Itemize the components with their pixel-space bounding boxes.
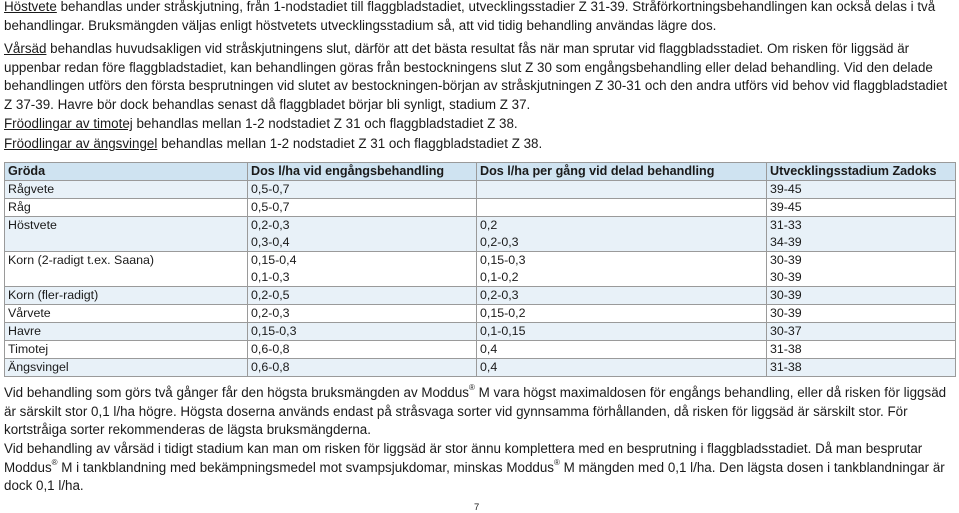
cell-stage: 30-39 30-39 <box>767 252 956 287</box>
timotej-text: behandlas mellan 1-2 nodstadiet Z 31 och flaggbladstadiet Z 38. <box>132 116 518 131</box>
angsvingel-link[interactable]: Fröodlingar av ängsvingel <box>4 136 158 151</box>
cell-single: 0,2-0,3 <box>248 305 477 323</box>
cell-crop: Havre <box>5 323 248 341</box>
split-treatment-paragraph <box>4 384 956 440</box>
cell-stage: 31-38 <box>767 341 956 359</box>
cell-split: 0,4 <box>477 359 767 377</box>
cell-stage: 31-38 <box>767 359 956 377</box>
registered-mark: ® <box>469 383 475 392</box>
header-growth-stage: Utvecklingsstadium Zadoks <box>767 163 956 181</box>
header-single-dose: Dos l/ha vid engångsbehandling <box>248 163 477 181</box>
hostvete-link[interactable]: Höstvete <box>4 0 57 14</box>
cell-single: 0,6-0,8 <box>248 341 477 359</box>
cell-single: 0,15-0,3 <box>248 323 477 341</box>
cell-stage: 39-45 <box>767 199 956 217</box>
header-split-dose: Dos l/ha per gång vid delad behandling <box>477 163 767 181</box>
cell-single: 0,6-0,8 <box>248 359 477 377</box>
cell-crop: Ängsvingel <box>5 359 248 377</box>
cell-single: 0,2-0,3 0,3-0,4 <box>248 217 477 252</box>
varsad-text: behandlas huvudsakligen vid stråskjutningens slut, därför att det bästa resultat fås när man sprutar vid flaggbladsstadiet. Om risken för liggsäd är uppenbar redan före flaggbladstadiet, kan behandlingen göras från bestockningens slut Z 30 som engångsbehandling eller delad behandling. Vid den delade behandlingen utförs den första besprutningen vid slutet av bestockningen-början av stråskjutningen Z 30-31 och den andra utförs vid behov vid flaggbladstadiet Z 37-39. Havre bör dock behandlas senast då flaggbladet börjar bli synligt, stadium Z 37. <box>4 41 948 112</box>
p6-text-b: M i tankblandning med bekämpningsmedel mot svampsjukdomar, minskas Moddus <box>57 459 554 475</box>
header-crop: Gröda <box>5 163 248 181</box>
cell-crop: Höstvete <box>5 217 248 252</box>
cell-split: 0,15-0,2 <box>477 305 767 323</box>
cell-stage: 31-33 34-39 <box>767 217 956 252</box>
p5-text-b: M vara högst maximaldosen för engångs behandling, eller då risken för liggsäd är särskilt stor 0,1 l/ha högre. Högsta doserna används endast på stråsvaga sorter vid gynnsamma förhållanden, då risken för liggsäd är särskilt stor. För kortstråiga sorter rekommenderas de lägsta bruksmängderna. <box>4 385 947 438</box>
table-row <box>5 217 956 252</box>
table-header-row <box>5 163 956 181</box>
registered-mark: ® <box>553 457 560 467</box>
table-row <box>5 199 956 217</box>
varsad-link[interactable]: Vårsäd <box>4 41 47 56</box>
cell-single: 0,5-0,7 <box>248 199 477 217</box>
table-row <box>5 252 956 287</box>
cell-split <box>477 199 767 217</box>
p6-text-a: Vid behandling av vårsäd i tidigt stadium kan man om risken för liggsäd är stor ännu komplettera med en besprutning i flaggbladsstadiet. Då man besprutar Moddus <box>4 441 923 475</box>
cell-split: 0,2 0,2-0,3 <box>477 217 767 252</box>
table-row <box>5 287 956 305</box>
cell-stage: 39-45 <box>767 181 956 199</box>
intro-paragraph-angsvingel <box>4 135 956 154</box>
angsvingel-text: behandlas mellan 1-2 nodstadiet Z 31 och flaggbladstadiet Z 38. <box>157 136 543 151</box>
cell-crop: Korn (2-radigt t.ex. Saana) <box>5 252 248 287</box>
cell-single: 0,5-0,7 <box>248 181 477 199</box>
timotej-link[interactable]: Fröodlingar av timotej <box>4 116 133 131</box>
cell-crop: Vårvete <box>5 305 248 323</box>
hostvete-text: behandlas under stråskjutning, från 1-nodstadiet till flaggbladstadiet, utvecklingsstadier Z 31-39. Stråförkortningsbehandlingen kan också delas i två behandlingar. Bruksmängden väljas enligt höstvetets utvecklingsstadium så, att vid tidig behandling användas lägre dos. <box>4 0 936 33</box>
cell-crop: Rågvete <box>5 181 248 199</box>
cell-split: 0,4 <box>477 341 767 359</box>
table-row <box>5 341 956 359</box>
dosage-table <box>4 162 956 377</box>
registered-mark: ® <box>51 457 58 467</box>
intro-paragraph-hostvete <box>4 0 956 35</box>
cell-crop: Korn (fler-radigt) <box>5 287 248 305</box>
page-number: 7 <box>474 502 480 513</box>
table-row <box>5 181 956 199</box>
table-row <box>5 305 956 323</box>
table-row <box>5 359 956 377</box>
cell-crop: Råg <box>5 199 248 217</box>
cell-split: 0,15-0,3 0,1-0,2 <box>477 252 767 287</box>
cell-stage: 30-37 <box>767 323 956 341</box>
p6-text-c: M mängden med 0,1 l/ha. Den lägsta dosen i tankblandningar är dock 0,1 l/ha. <box>4 459 945 494</box>
cell-single: 0,2-0,5 <box>248 287 477 305</box>
cell-stage: 30-39 <box>767 287 956 305</box>
cell-split: 0,1-0,15 <box>477 323 767 341</box>
cell-split: 0,2-0,3 <box>477 287 767 305</box>
cell-single: 0,15-0,4 0,1-0,3 <box>248 252 477 287</box>
tank-mix-paragraph <box>4 440 956 496</box>
intro-paragraph-timotej <box>4 115 956 134</box>
table-row <box>5 323 956 341</box>
intro-paragraph-varsad <box>4 40 956 114</box>
p5-text-a: Vid behandling som görs två gånger får den högsta bruksmängden av Moddus <box>4 385 470 400</box>
cell-stage: 30-39 <box>767 305 956 323</box>
cell-split <box>477 181 767 199</box>
cell-crop: Timotej <box>5 341 248 359</box>
